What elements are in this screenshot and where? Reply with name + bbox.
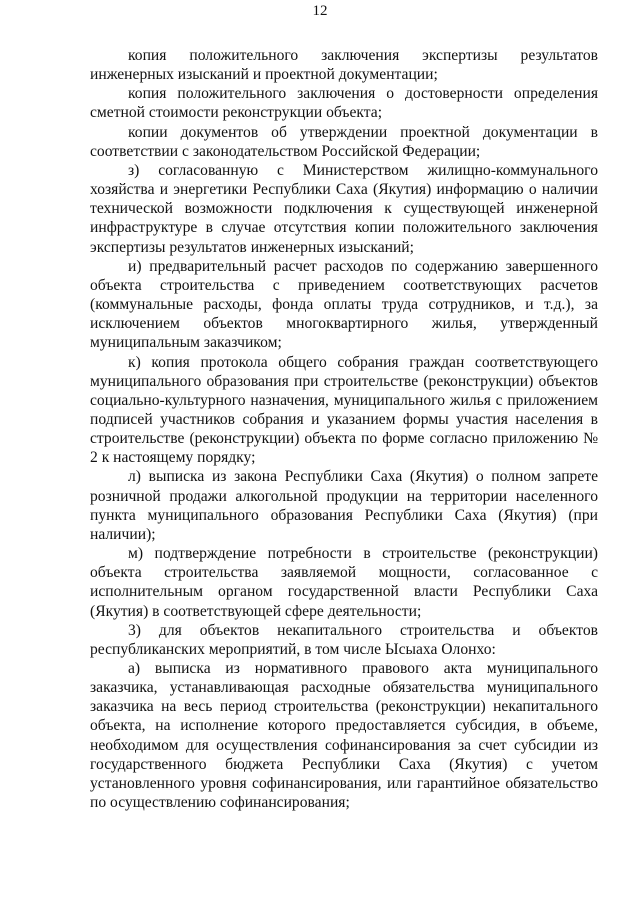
paragraph-item-i: и) предварительный расчет расходов по содержанию завершенного объекта строительства с приведением соответствующих расчетов (коммунальные расходы, фонда оплаты труда сотрудников, и т.д.), за исключением объектов многоквартирного жилья, утвержденный муниципальным заказчиком; bbox=[90, 257, 598, 352]
document-body bbox=[90, 46, 598, 812]
paragraph-cost-reliability-copy: копия положительного заключения о достоверности определения сметной стоимости реконструкции объекта; bbox=[90, 85, 598, 122]
paragraph-item-m: м) подтверждение потребности в строительстве (реконструкции) объекта строительства заявляемой мощности, согласованное с исполнительным органом государственной власти Республики Саха (Якутия) в соответствующей сфере деятельности; bbox=[90, 545, 598, 620]
paragraph-item-l: л) выписка из закона Республики Саха (Якутия) о полном запрете розничной продажи алкогольной продукции на территории населенного пункта муниципального образования Республики Саха (Якутия) (при наличии); bbox=[90, 468, 598, 543]
paragraph-item-a: а) выписка из нормативного правового акта муниципального заказчика, устанавливающая расходные обязательства муниципального заказчика на весь период строительства (реконструкции) некапитального объекта, на исполнение которого предоставляется субсидия, в объеме, необходимом для осуществления софинансирования за счет субсидии из государственного бюджета Республики Саха (Якутия) с учетом установленного уровня софинансирования, или гарантийное обязательство по осуществлению софинансирования; bbox=[90, 660, 598, 812]
paragraph-expertise-copy: копия положительного заключения экспертизы результатов инженерных изысканий и проектной документации; bbox=[90, 47, 598, 84]
paragraph-item-k: к) копия протокола общего собрания граждан соответствующего муниципального образования при строительстве (реконструкции) объектов социально-культурного назначения, муниципального жилья с приложением подписей участников собрания и указанием формы участия населения в строительстве (реконструкции) объекта по форме согласно приложению № 2 к настоящему порядку; bbox=[90, 353, 598, 467]
paragraph-approval-documents: копии документов об утверждении проектной документации в соответствии с законодательством Российской Федерации; bbox=[90, 123, 598, 160]
paragraph-section-3: 3) для объектов некапитального строительства и объектов республиканских мероприятий, в том числе Ысыаха Олонхо: bbox=[90, 621, 598, 658]
paragraph-item-z: з) согласованную с Министерством жилищно-коммунального хозяйства и энергетики Республики Саха (Якутия) информацию о наличии технической возможности подключения к существующей инженерной инфраструктуре в случае отсутствия копии положительного заключения экспертизы результатов инженерных изысканий; bbox=[90, 161, 598, 256]
page-number: 12 bbox=[312, 3, 328, 19]
